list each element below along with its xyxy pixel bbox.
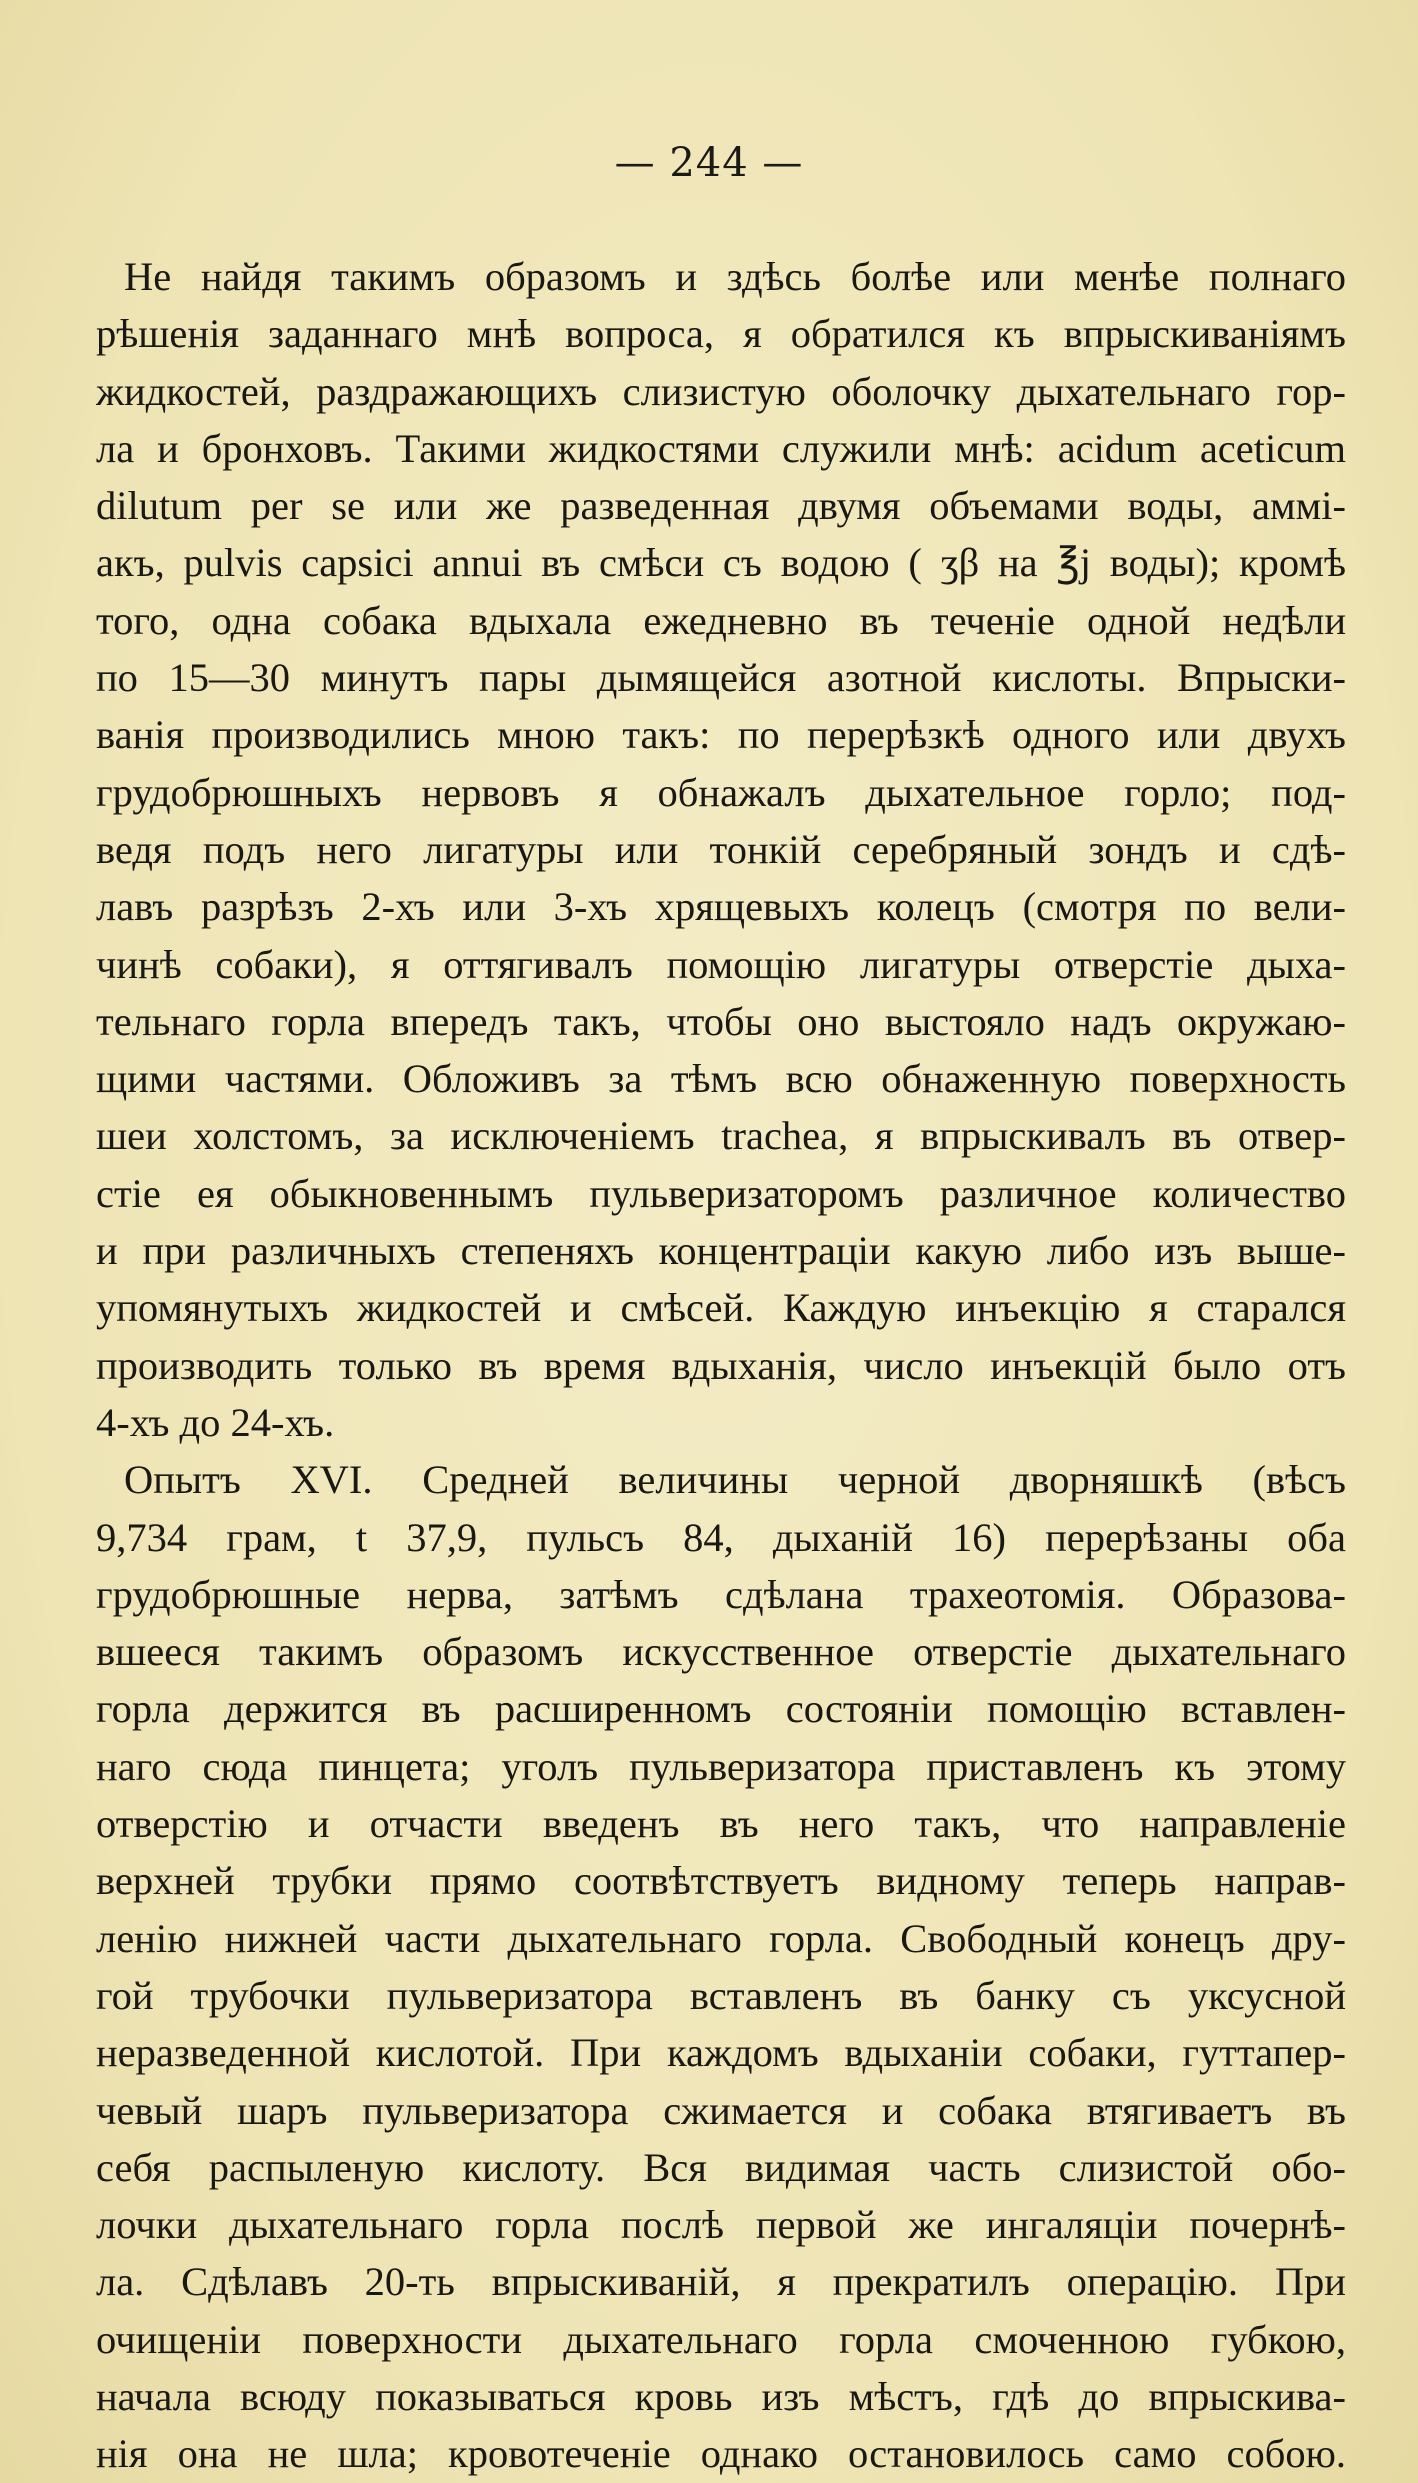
text-line: того, одна собака вдыхала ежедневно въ теченіе одной недѣли [96,597,1346,643]
text-line: ванія производились мною такъ: по перерѣзкѣ одного или двухъ [96,712,1346,758]
text-line: Не найдя такимъ образомъ и здѣсь болѣе или менѣе полнаго [124,254,1346,299]
text-line: тельнаго горла впередъ такъ, чтобы оно выстояло надъ окружаю- [96,998,1346,1044]
text-line: акъ, pulvis capsici annui въ смѣси съ водою ( ʒβ на ℥j воды); кромѣ [96,540,1346,586]
text-line: dilutum per se или же разведенная двумя объемами воды, аммі- [96,483,1346,529]
text-line: рѣшенія заданнаго мнѣ вопроса, я обратился къ впрыскиваніямъ [96,311,1346,357]
text-line: ведя подъ него лигатуры или тонкій серебряный зондъ и сдѣ- [96,826,1346,872]
text-line: шеи холстомъ, за исключеніемъ tracheа, я впрыскивалъ въ отвер- [96,1113,1346,1159]
text-line: щими частями. Обложивъ за тѣмъ всю обнаженную поверхность [96,1056,1346,1102]
text-line: ла и бронховъ. Такими жидкостями служили мнѣ: acidum aceticum [96,425,1346,471]
text-line: ленію нижней части дыхательнаго горла. Свободный конецъ дру- [96,1915,1346,1961]
text-line: и при различныхъ степеняхъ концентраціи какую либо изъ выше- [96,1228,1346,1274]
text-line: 9,734 грам, t 37,9, пульсъ 84, дыханій 16) перерѣзаны оба [96,1514,1346,1560]
text-line: горла держится въ расширенномъ состояніи помощію вставлен- [96,1686,1346,1732]
text-line: начала всюду показываться кровь изъ мѣстъ, гдѣ до впрыскива- [96,2373,1346,2419]
text-line: нія она не шла; кровотеченіе однако остановилось само собою. [96,2431,1346,2477]
text-line: лавъ разрѣзъ 2-хъ или 3-хъ хрящевыхъ колецъ (смотря по вели- [96,884,1346,930]
text-line: стіе ея обыкновеннымъ пульверизаторомъ различное количество [96,1170,1346,1216]
text-line: грудобрюшные нерва, затѣмъ сдѣлана трахеотомія. Образова- [96,1571,1346,1617]
body-text [96,248,1346,2483]
text-line: производить только въ время вдыханія, число инъекцій было отъ [96,1342,1346,1388]
text-line: чевый шаръ пульверизатора сжимается и собака втягиваетъ въ [96,2087,1346,2133]
text-line: очищеніи поверхности дыхательнаго горла смоченною губкою, [96,2316,1346,2362]
text-line: отверстію и отчасти введенъ въ него такъ, что направленіе [96,1801,1346,1847]
text-line: по 15—30 минутъ пары дымящейся азотной кислоты. Впрыски- [96,655,1346,701]
page-number: — 244 — [614,140,804,186]
text-line: чинѣ собаки), я оттягивалъ помощію лигатуры отверстіе дыха- [96,941,1346,987]
text-line: неразведенной кислотой. При каждомъ вдыханіи собаки, гуттапер- [96,2030,1346,2076]
text-line: ла. Сдѣлавъ 20-ть впрыскиваній, я прекратилъ операцію. При [96,2259,1346,2305]
text-line: гой трубочки пульверизатора вставленъ въ банку съ уксусной [96,1972,1346,2018]
text-line: лочки дыхательнаго горла послѣ первой же ингаляціи почернѣ- [96,2202,1346,2248]
text-line: грудобрюшныхъ нервовъ я обнажалъ дыхательное горло; под- [96,769,1346,815]
text-line: жидкостей, раздражающихъ слизистую оболочку дыхательнаго гор- [96,368,1346,414]
text-line: себя распыленую кислоту. Вся видимая часть слизистой обо- [96,2144,1346,2190]
text-line: Опытъ XVI. Средней величины черной дворняшкѣ (вѣсъ [124,1457,1346,1503]
text-line: упомянутыхъ жидкостей и смѣсей. Каждую инъекцію я старался [96,1285,1346,1331]
text-line: 4-хъ до 24-хъ. [96,1399,335,1445]
text-line: наго сюда пинцета; уголъ пульверизатора приставленъ къ этому [96,1743,1346,1789]
text-line: верхней трубки прямо соотвѣтствуетъ видному теперь направ- [96,1858,1346,1904]
text-line: вшееся такимъ образомъ искусственное отверстіе дыхательнаго [96,1629,1346,1675]
